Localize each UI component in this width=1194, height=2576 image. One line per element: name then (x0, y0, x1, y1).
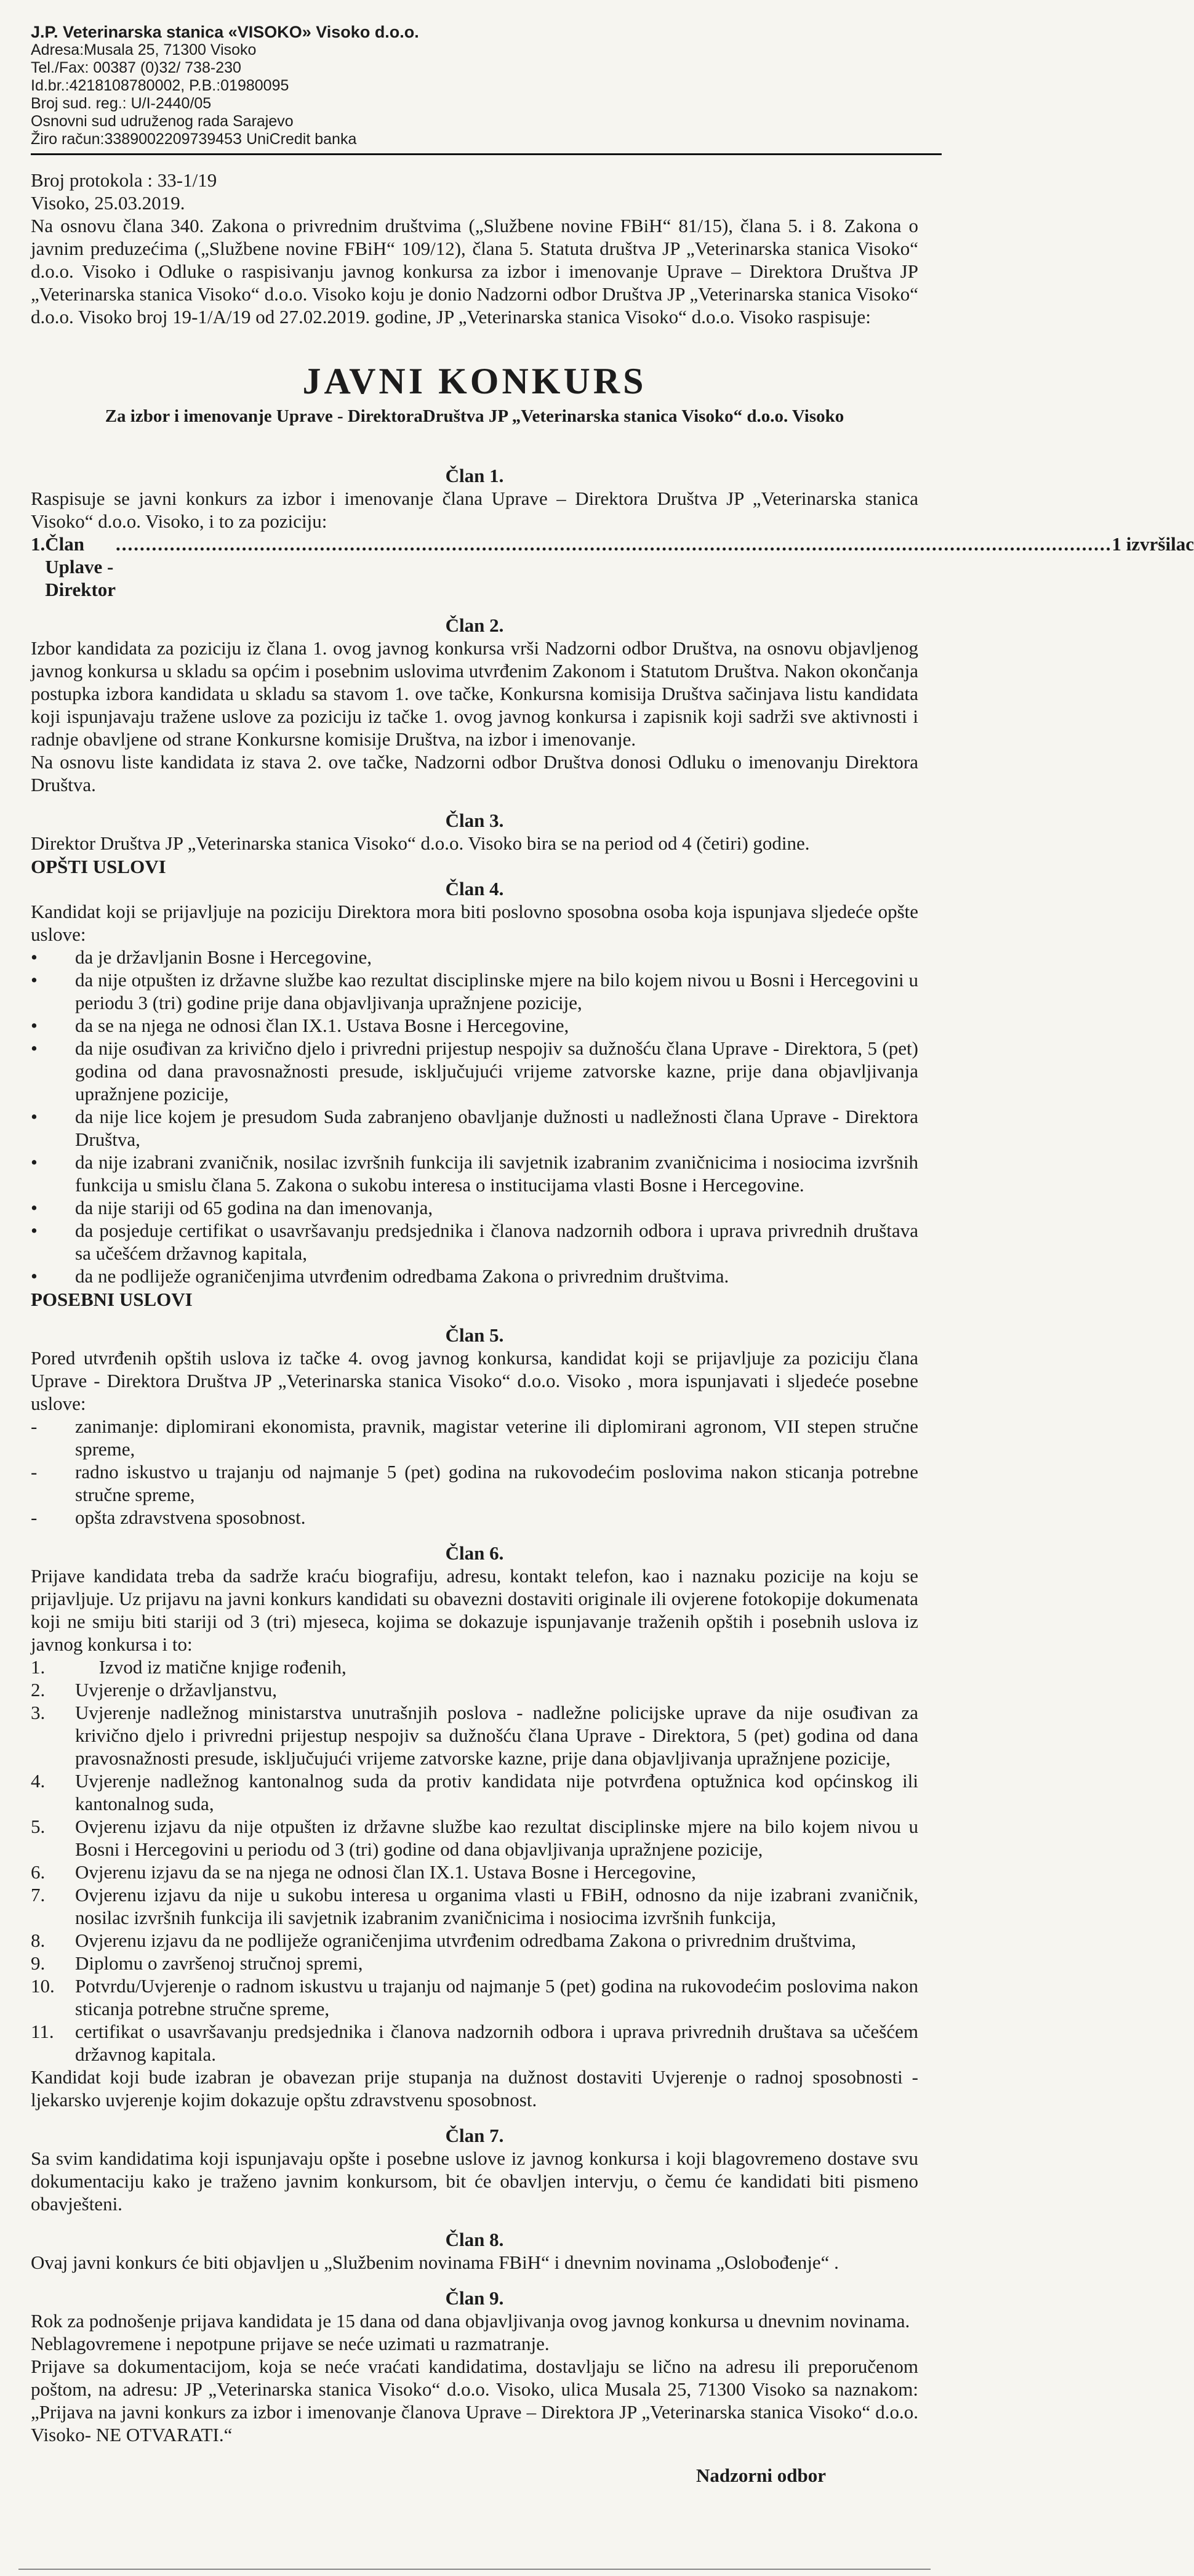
article-8-heading: Član 8. (445, 2229, 504, 2250)
bullet-mark: • (31, 1015, 38, 1036)
article-4-text: Kandidat koji se prijavljuje na poziciju Direktora mora biti poslovno sposobna osoba koja ispunjava sljedeće opšte uslove: (31, 901, 918, 945)
list-item: • da se na njega ne odnosi član IX.1. Ustava Bosne i Hercegovine, (31, 1015, 569, 1036)
list-item: 3. Uvjerenje nadležnog ministarstva unutrašnjih poslova - nadležne policijske uprave da nije osuđivan za krivično djelo i privredni prijestup nespojiv sa dužnošću člana Uprave - Direktora, 5 (pet) godina od dana pravosnažnosti presude, isključujući vrijeme zatvorske kazne, prije dana objavljivanja upražnjene pozicije, (31, 1702, 918, 1769)
signature: Nadzorni odbor (696, 2465, 826, 2486)
position-line (31, 533, 1194, 601)
article-8-text: Ovaj javni konkurs će biti objavljen u „Službenim novinama FBiH“ i dnevnim novinama „Oslobođenje“ . (31, 2252, 839, 2273)
company-name: J.P. Veterinarska stanica «VISOKO» Visoko d.o.o. (31, 23, 419, 41)
article-6-heading: Član 6. (445, 1542, 504, 1564)
article-5-text: Pored utvrđenih opštih uslova iz tačke 4. ovog javnog konkursa, kandidat koji se prijavljuje za poziciju člana Uprave - Direktora Društva JP „Veterinarska stanica Visoko“ d.o.o. Visoko , mora ispunjavati i sljedeće posebne uslove: (31, 1347, 918, 1414)
section-special-conditions: POSEBNI USLOVI (31, 1289, 193, 1310)
letterhead (31, 23, 535, 148)
list-item: 11. certifikat o usavršavanju predsjednika i članova nadzornih odbora i uprava privrednih društava sa učešćem državnog kapitala. (31, 2021, 918, 2065)
list-item: 10. Potvrdu/Uvjerenje o radnom iskustvu u trajanju od najmanje 5 (pet) godina na rukovodećim poslovima nakon sticanja potrebne stručne spreme, (31, 1975, 918, 2019)
list-item: 4. Uvjerenje nadležnog kantonalnog suda da protiv kandidata nije potvrđena optužnica kod općinskog ili kantonalnog suda, (31, 1770, 918, 1814)
list-item: 1. Izvod iz matične knjige rođenih, (31, 1656, 347, 1678)
list-item: • da posjeduje certifikat o usavršavanju predsjednika i članova nadzornih odbora i uprava privrednih društava sa učešćem državnog kapitala, (31, 1220, 918, 1264)
list-item: • da nije lice kojem je presudom Suda zabranjeno obavljanje dužnosti u nadležnosti člana Uprave - Direktora Društva, (31, 1106, 918, 1150)
article-3-heading: Član 3. (445, 810, 504, 831)
bullet-mark: • (31, 1037, 38, 1059)
bank-account: Žiro račun:338900220973945З UniCredit banka (31, 131, 357, 148)
company-address: Adresa:Musala 25, 71300 Visoko (31, 41, 257, 58)
article-2-paragraph-2: Na osnovu liste kandidata iz stava 2. ove tačke, Nadzorni odbor Društva donosi Odluku o imenovanju Direktora Društva. (31, 751, 918, 795)
company-ids: Id.br.:4218108780002, P.B.:01980095 (31, 77, 289, 94)
list-item: 6. Ovjerenu izjavu da se na njega ne odnosi član IX.1. Ustava Bosne i Hercegovine, (31, 1861, 696, 1883)
list-item: - zanimanje: diplomirani ekonomista, pravnik, magistar veterine ili diplomirani agronom, VII stepen stručne spreme, (31, 1415, 918, 1460)
position-dots: ...................................................................................................................................................................... (116, 533, 1112, 555)
article-3-text: Direktor Društva JP „Veterinarska stanica Visoko“ d.o.o. Visoko bira se na period od 4 (četiri) godine. (31, 832, 810, 854)
dash-mark: - (31, 1415, 38, 1437)
bullet-mark: • (31, 1197, 38, 1218)
article-6-closing: Kandidat koji bude izabran je obavezan prije stupanja na dužnost dostaviti Uvjerenje o radnoj sposobnosti - ljekarsko uvjerenje kojim dokazuje opštu zdravstvenu sposobnost. (31, 2066, 918, 2111)
article-5-heading: Član 5. (445, 1324, 504, 1346)
bullet-mark: • (31, 1265, 38, 1287)
list-item: • da nije otpušten iz državne službe kao rezultat disciplinske mjere na bilo kojem nivou u Bosni i Hercegovini u periodu 3 (tri) godine prije dana objavljivanja upražnjene pozicije, (31, 969, 918, 1013)
article-2-paragraph-1: Izbor kandidata za poziciju iz člana 1. ovog javnog konkursa vrši Nadzorni odbor Društva, na osnovu objavljenog javnog konkursa u skladu sa općim i posebnim uslovima utvrđenim Zakonom i Statutom Društva. Nakon okončanja postupka izbora kandidata u skladu sa stavom 1. ove tačke, Konkursna komisija Društva sačinjava listu kandidata koji ispunjavaju tražene uslove za poziciju iz tačke 1. ovog javnog konkursa i zapisnik koji sadrži sve aktivnosti i radnje obavljene od strane Konkursne komisije Društva, na izbor i imenovanje. (31, 637, 918, 750)
court-name: Osnovni sud udruženog rada Sarajevo (31, 113, 294, 130)
document-title: JAVNI KONKURS (302, 361, 647, 401)
dash-mark: - (31, 1507, 38, 1528)
list-item: • da nije izabrani zvaničnik, nosilac izvršnih funkcija ili savjetnik izabranim zvaničnicima i nosiocima izvršnih funkcija u smislu člana 5. Zakona o sukobu interesa o institucijama vlasti Bosne i Hercegovine. (31, 1151, 918, 1196)
position-number: 1. (31, 533, 46, 555)
bullet-mark: • (31, 1220, 38, 1241)
position-count: 1 izvršilac (1112, 533, 1194, 555)
section-general-conditions: OPŠTI USLOVI (31, 856, 166, 877)
protocol-number: Broj protokola : 33-1/19 (31, 169, 217, 191)
list-item: 5. Ovjerenu izjavu da nije otpušten iz državne službe kao rezultat disciplinske mjere na bilo kojem nivou u Bosni i Hercegovini u periodu od 3 (tri) godine od dana objavljivanja upražnjene pozicije, (31, 1816, 918, 1860)
article-9-paragraph-2: Neblagovremene i nepotpune prijave se neće uzimati u razmatranje. (31, 2333, 550, 2354)
company-phone: Tel./Fax: 00387 (0)32/ 738-230 (31, 59, 241, 76)
place-date: Visoko, 25.03.2019. (31, 192, 185, 214)
article-1-heading: Član 1. (445, 465, 504, 486)
article-4-heading: Član 4. (445, 878, 504, 900)
list-item: • da je državljanin Bosne i Hercegovine, (31, 946, 372, 968)
position-name: Član Uplave - Direktor (45, 533, 116, 600)
preamble: Na osnovu člana 340. Zakona o privrednim društvima („Službene novine FBiH“ 81/15), člana 5. i 8. Zakona o javnim preduzećima („Službene novine FBiH“ 109/12), člana 5. Statuta društva JP „Veterinarska stanica Visoko“ d.o.o. Visoko i Odluke o raspisivanju javnog konkursa za izbor i imenovanje Uprave – Direktora Društva JP „Veterinarska stanica Visoko“ d.o.o. Visoko koju je donio Nadzorni odbor Društva JP „Veterinarska stanica Visoko“ d.o.o. Visoko broj 19-1/A/19 od 27.02.2019. godine, JP „Veterinarska stanica Visoko“ d.o.o. Visoko raspisuje: (31, 215, 918, 328)
list-item: - radno iskustvo u trajanju od najmanje 5 (pet) godina na rukovodećim poslovima nakon sticanja potrebne stručne spreme, (31, 1461, 918, 1505)
list-item: 7. Ovjerenu izjavu da nije u sukobu interesa u organima vlasti u FBiH, odnosno da nije izabrani zvaničnik, nosilac izvršnih funkcija ili savjetnik izabranim zvaničnicima i nosiocima izvršnih funkcija, (31, 1884, 918, 1928)
list-item: 9. Diplomu o završenoj stručnoj spremi, (31, 1952, 363, 1974)
document-subtitle: Za izbor i imenovanje Uprave - DirektoraDruštva JP „Veterinarska stanica Visoko“ d.o.o. Visoko (105, 406, 844, 426)
bullet-mark: • (31, 969, 38, 991)
header-divider (31, 153, 942, 155)
list-item: - opšta zdravstvena sposobnost. (31, 1507, 306, 1528)
list-item: • da ne podliježe ograničenjima utvrđenim odredbama Zakona o privrednim društvima. (31, 1265, 729, 1287)
article-1-text: Raspisuje se javni konkurs za izbor i imenovanje člana Uprave – Direktora Društva JP „Veterinarska stanica Visoko“ d.o.o. Visoko, i to za poziciju: (31, 488, 918, 532)
bullet-mark: • (31, 1106, 38, 1127)
required-documents-list (31, 1656, 918, 2066)
dash-mark: - (31, 1461, 38, 1483)
list-item: 8. Ovjerenu izjavu da ne podliježe ograničenjima utvrđenim odredbama Zakona o privrednim društvima, (31, 1930, 856, 1951)
special-conditions-list (31, 1415, 918, 1529)
article-6-text: Prijave kandidata treba da sadrže kraću biografiju, adresu, kontakt telefon, kao i naznaku pozicije na koju se prijavljuje. Uz prijavu na javni konkurs kandidati su obavezni dostaviti originale ili ovjerene fotokopije dokumenata koji ne smiju biti stariji od 3 (tri) mjeseca, kojima se dokazuje ispunjavanje traženih opštih i posebnih uslova iz javnog konkursa i to: (31, 1565, 918, 1655)
article-2-heading: Član 2. (445, 614, 504, 636)
general-conditions-list (31, 946, 918, 1287)
article-7-heading: Član 7. (445, 2125, 504, 2146)
court-registration: Broj sud. reg.: U/I-2440/05 (31, 95, 212, 112)
article-9-heading: Član 9. (445, 2287, 504, 2309)
bullet-mark: • (31, 1151, 38, 1173)
bullet-mark: • (31, 946, 38, 968)
bottom-divider (18, 2569, 931, 2570)
list-item: • da nije osuđivan za krivično djelo i privredni prijestup nespojiv sa dužnošću člana Uprave - Direktora, 5 (pet) godina od dana pravosnažnosti presude, isključujući vrijeme zatvorske kazne, prije dana objavljivanja upražnjene pozicije, (31, 1037, 918, 1105)
article-9-paragraph-1: Rok za podnošenje prijava kandidata je 15 dana od dana objavljivanja ovog javnog konkursa u dnevnim novinama. (31, 2310, 910, 2332)
list-item: 2. Uvjerenje o državljanstvu, (31, 1679, 277, 1701)
article-9-paragraph-3: Prijave sa dokumentacijom, koja se neće vraćati kandidatima, dostavljaju se lično na adresu ili preporučenom poštom, na adresu: JP „Veterinarska stanica Visoko“ d.o.o. Visoko, ulica Musala 25, 71300 Visoko sa naznakom: „Prijava na javni konkurs za izbor i imenovanje članova Uprave – Direktora JP „Veterinarska stanica Visoko“ d.o.o. Visoko- NE OTVARATI.“ (31, 2356, 918, 2445)
list-item: • da nije stariji od 65 godina na dan imenovanja, (31, 1197, 433, 1218)
article-7-text: Sa svim kandidatima koji ispunjavaju opšte i posebne uslove iz javnog konkursa i koji blagovremeno dostave svu dokumentaciju kako je traženo javnim konkursom, bit će obavljen intervju, o čemu će kandidati biti pismeno obavješteni. (31, 2147, 918, 2215)
